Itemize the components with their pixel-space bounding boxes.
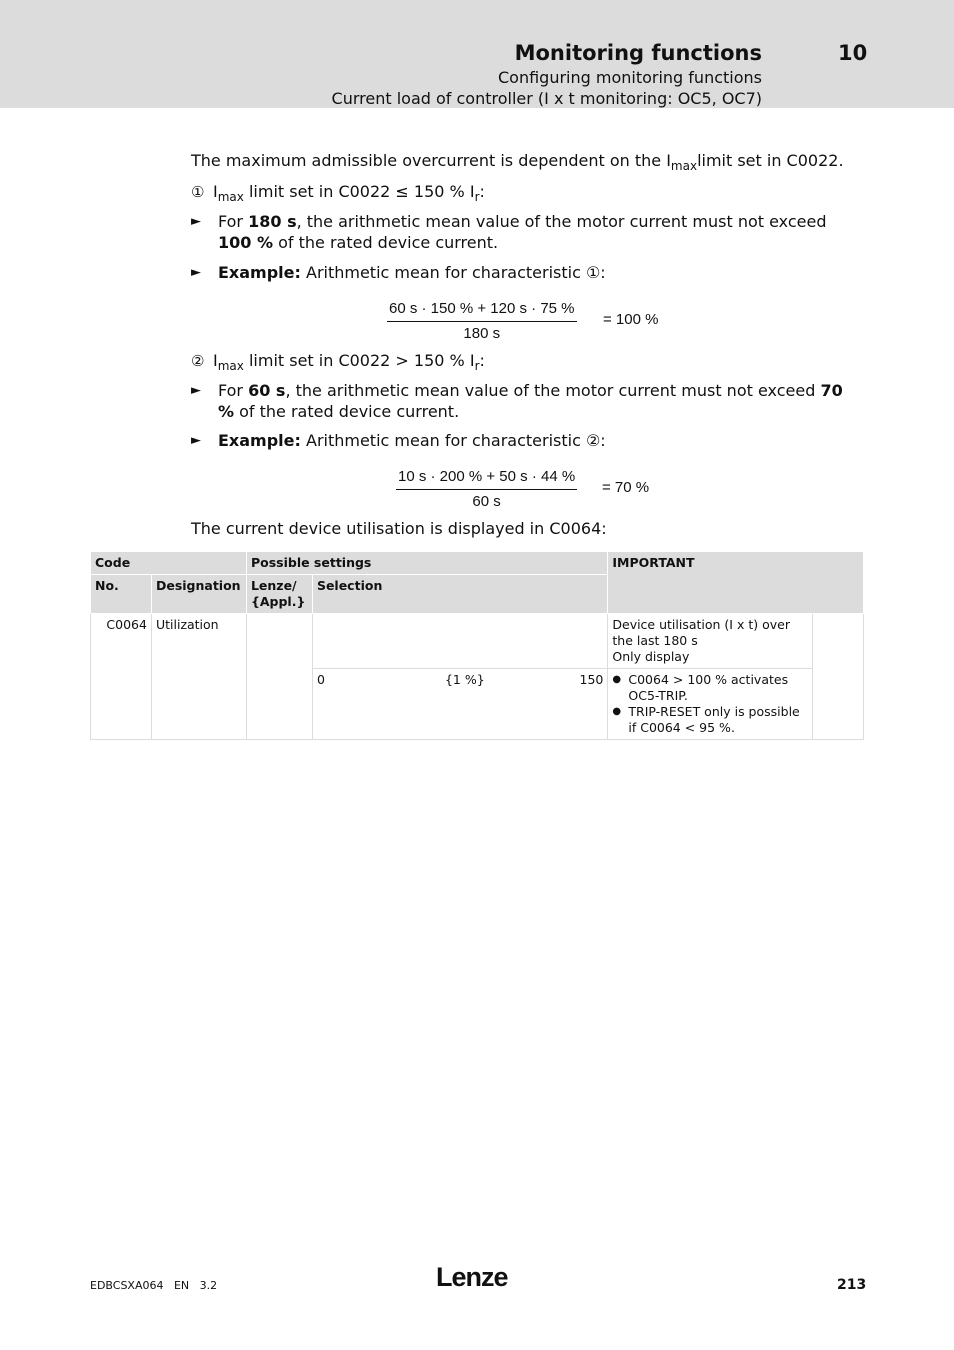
formula-2-denominator: 60 s <box>472 493 501 510</box>
formula-1-denominator: 180 s <box>463 325 501 342</box>
code-table <box>90 551 864 740</box>
formula-1-numerator: 60 s · 150 % + 120 s · 75 % <box>387 298 577 322</box>
important-notes <box>608 669 813 740</box>
selection-min: 0 <box>316 672 325 687</box>
formula-2 <box>396 466 686 508</box>
header-selection: Selection <box>312 575 607 614</box>
header-lenze-appl: Lenze/ {Appl.} <box>246 575 312 614</box>
list-item: ● C0064 > 100 % activates OC5-TRIP. <box>628 672 808 704</box>
subsection-title: Current load of controller (I x t monitoring: OC5, OC7) <box>331 89 762 108</box>
extra-cell <box>813 614 864 740</box>
header-designation: Designation <box>151 575 246 614</box>
code-designation: Utilization <box>151 614 246 740</box>
table-header-row-1 <box>91 552 864 575</box>
important-description: Device utilisation (I x t) over the last 180 s Only display <box>608 614 813 669</box>
table-row <box>91 614 864 669</box>
arrow-right-icon: ► <box>191 265 201 280</box>
arrow-right-icon: ► <box>191 433 201 448</box>
characteristic-2-heading: ② $I_{max}$ limit set in C0022 > 150 % $I_r$: <box>191 351 485 373</box>
notes-list <box>612 672 808 736</box>
formula-2-result: = 70 % <box>602 479 650 496</box>
selection-range <box>312 669 607 740</box>
header-important: IMPORTANT <box>608 552 864 614</box>
section-title: Configuring monitoring functions <box>497 68 762 87</box>
header-no: No. <box>91 575 152 614</box>
selection-empty <box>312 614 607 669</box>
lenze-logo: Lenze <box>436 1262 508 1292</box>
outro-paragraph: The current device utilisation is displayed in C0064: <box>191 519 607 538</box>
header-possible-settings: Possible settings <box>246 552 607 575</box>
lenze-default <box>246 614 312 740</box>
document-id: EDBCSXA064 EN 3.2 <box>90 1279 218 1292</box>
header-code: Code <box>91 552 247 575</box>
chapter-title: Monitoring functions <box>514 41 762 65</box>
arrow-right-icon: ► <box>191 214 201 229</box>
code-number: C0064 <box>91 614 152 740</box>
page-number: 213 <box>837 1277 867 1293</box>
characteristic-1-heading: ① $I_{max}$ limit set in C0022 ≤ 150 % $I_r$: <box>191 182 485 204</box>
list-item: ● TRIP-RESET only is possible if C0064 < 95 %. <box>628 704 808 736</box>
intro-paragraph: The maximum admissible overcurrent is dependent on the $I_{max}limit$ set in C0022. <box>191 151 844 173</box>
selection-step: {1 %} <box>444 672 485 687</box>
chapter-number: 10 <box>838 41 868 65</box>
formula-1-result: = 100 % <box>603 311 659 328</box>
arrow-right-icon: ► <box>191 383 201 398</box>
formula-1 <box>387 298 687 340</box>
selection-max: 150 <box>579 672 604 687</box>
formula-2-numerator: 10 s · 200 % + 50 s · 44 % <box>396 466 577 490</box>
